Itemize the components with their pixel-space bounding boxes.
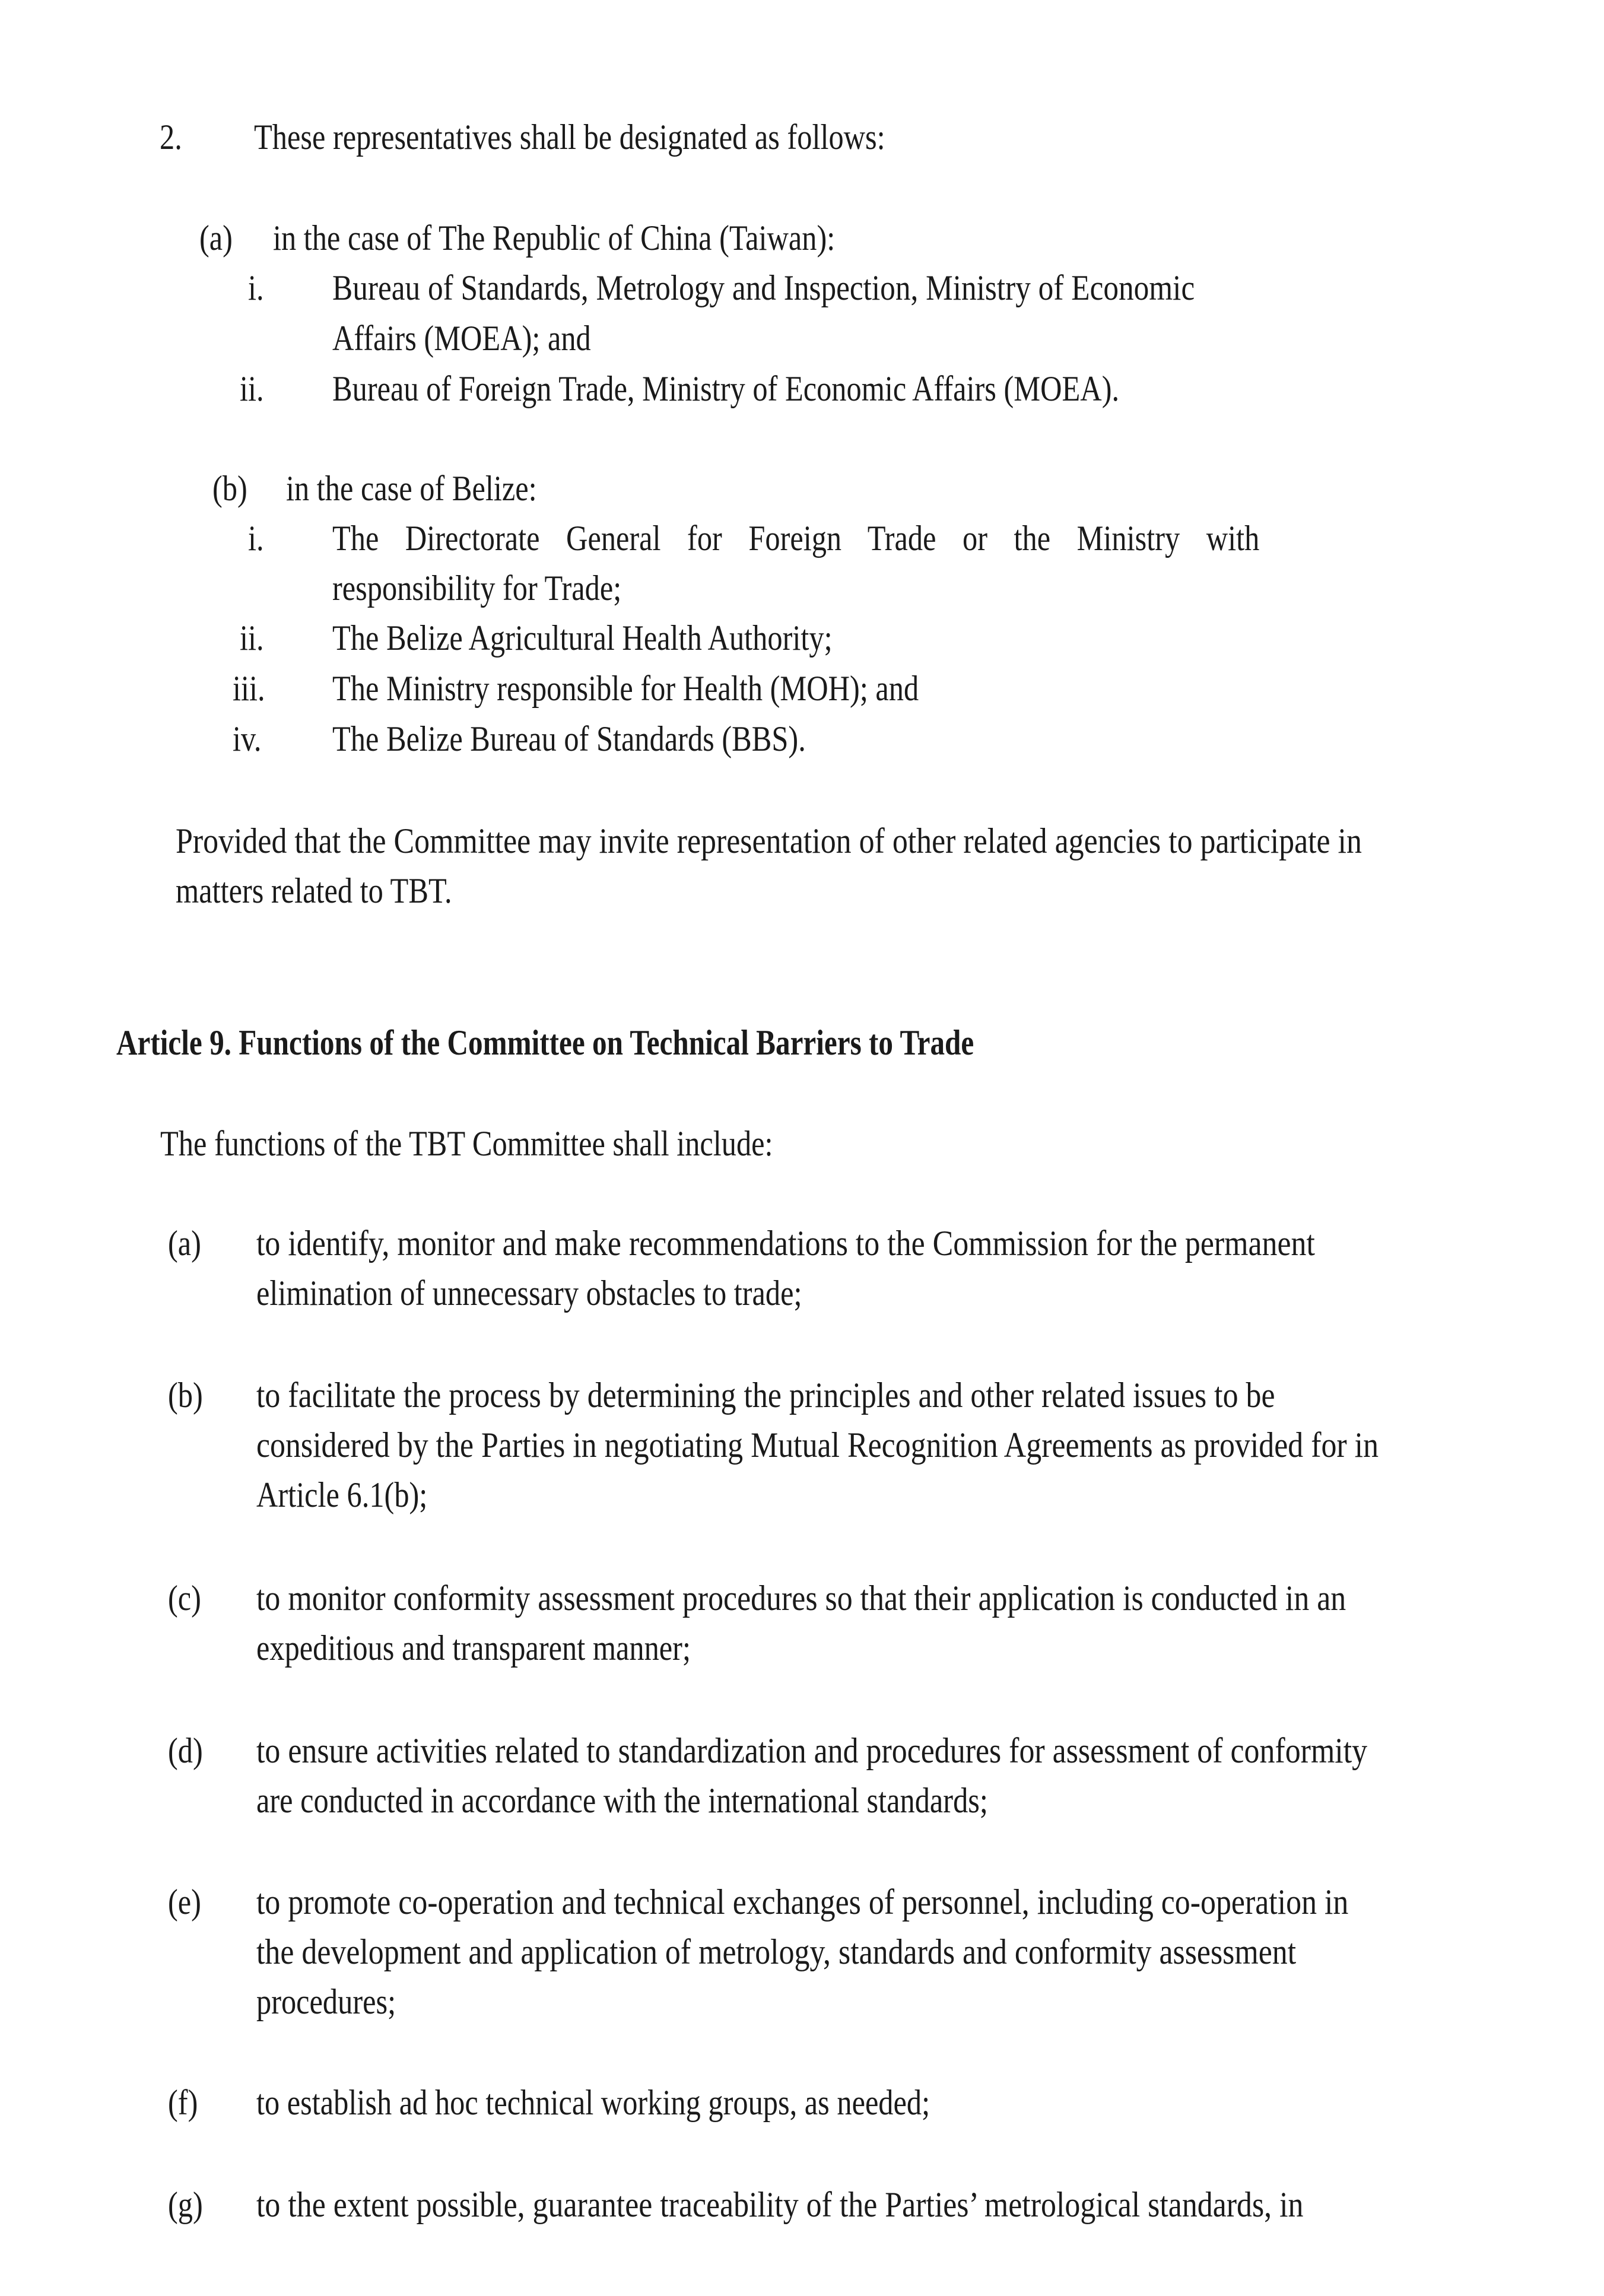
article-heading: Article 9. Functions of the Committee on Technical Barriers to Trade	[116, 1023, 974, 1062]
function-item-text-cont: elimination of unnecessary obstacles to trade;	[256, 1274, 802, 1313]
function-item-text: to establish ad hoc technical working groups, as needed;	[256, 2083, 930, 2122]
list-item-num: ii.	[240, 369, 264, 408]
function-item-text-cont: considered by the Parties in negotiating Mutual Recognition Agreements as provided for in	[256, 1425, 1379, 1465]
list-item-num: ii.	[240, 618, 264, 658]
function-item-text: to promote co-operation and technical exchanges of personnel, including co-operation in	[256, 1882, 1349, 1922]
section-number: 2.	[160, 118, 182, 157]
function-item-text-cont: the development and application of metrology, standards and conformity assessment	[256, 1932, 1297, 1971]
list-item-text: The Directorate General for Foreign Trade or the Ministry with	[332, 519, 1260, 558]
list-item-num: i.	[248, 519, 264, 558]
function-item-label: (g)	[168, 2185, 203, 2224]
list-item-num: i.	[248, 268, 264, 307]
list-item-text: Bureau of Standards, Metrology and Inspection, Ministry of Economic	[332, 268, 1195, 307]
list-item-num: iv.	[233, 719, 262, 758]
list-item-num: iii.	[233, 669, 265, 708]
function-item-label: (e)	[168, 1882, 201, 1922]
function-item-text: to ensure activities related to standardization and procedures for assessment of conformity	[256, 1731, 1368, 1770]
function-item-text-cont: procedures;	[256, 1982, 396, 2021]
proviso-text-cont: matters related to TBT.	[176, 871, 452, 910]
function-item-text-cont: expeditious and transparent manner;	[256, 1628, 691, 1668]
subsection-a-text: in the case of The Republic of China (Taiwan):	[273, 218, 836, 258]
function-item-label: (a)	[168, 1224, 201, 1263]
proviso-text: Provided that the Committee may invite representation of other related agencies to participate in	[176, 821, 1362, 860]
list-item-text-cont: Affairs (MOEA); and	[332, 319, 591, 358]
function-item-text: to facilitate the process by determining the principles and other related issues to be	[256, 1376, 1275, 1415]
article-intro: The functions of the TBT Committee shall include:	[160, 1124, 773, 1163]
function-item-text: to the extent possible, guarantee traceability of the Parties’ metrological standards, in	[256, 2185, 1304, 2224]
subsection-a-label: (a)	[199, 218, 233, 258]
function-item-label: (c)	[168, 1579, 201, 1618]
function-item-text-cont: are conducted in accordance with the international standards;	[256, 1781, 988, 1820]
section-intro: These representatives shall be designated as follows:	[254, 118, 885, 157]
list-item-text-cont: responsibility for Trade;	[332, 569, 622, 608]
function-item-label: (f)	[168, 2083, 198, 2122]
function-item-label: (b)	[168, 1376, 203, 1415]
list-item-text: Bureau of Foreign Trade, Ministry of Economic Affairs (MOEA).	[332, 369, 1120, 408]
subsection-b-label: (b)	[212, 469, 247, 508]
function-item-label: (d)	[168, 1731, 203, 1770]
function-item-text-cont: Article 6.1(b);	[256, 1475, 428, 1514]
list-item-text: The Belize Bureau of Standards (BBS).	[332, 719, 806, 758]
subsection-b-text: in the case of Belize:	[286, 469, 537, 508]
list-item-text: The Ministry responsible for Health (MOH); and	[332, 669, 919, 708]
function-item-text: to monitor conformity assessment procedures so that their application is conducted in an	[256, 1579, 1346, 1618]
list-item-text: The Belize Agricultural Health Authority;	[332, 618, 833, 658]
function-item-text: to identify, monitor and make recommendations to the Commission for the permanent	[256, 1224, 1315, 1263]
